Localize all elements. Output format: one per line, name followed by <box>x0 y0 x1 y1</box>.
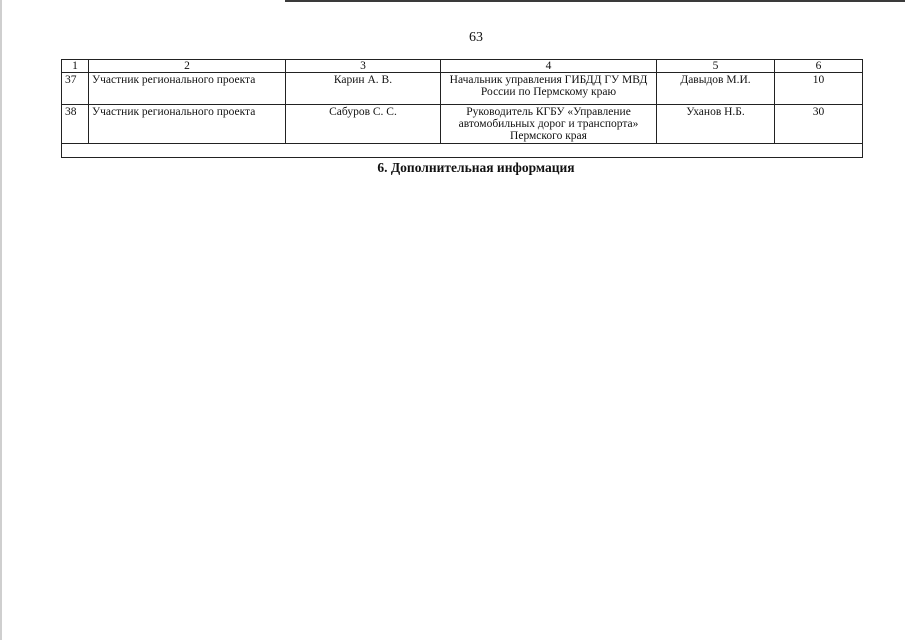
table-header-row <box>62 60 863 73</box>
top-border-line <box>285 0 905 2</box>
left-scan-edge <box>0 0 2 640</box>
table-row <box>62 105 863 144</box>
position-cell: Начальник управления ГИБДД ГУ МВД России по Пермскому краю <box>441 73 657 105</box>
name-cell: Карин А. В. <box>286 73 441 105</box>
empty-merged-cell <box>62 144 863 158</box>
header-cell-col-2: 2 <box>89 60 286 73</box>
role-cell: Участник регионального проекта <box>89 105 286 144</box>
name-cell: Сабуров С. С. <box>286 105 441 144</box>
header-cell-col-1: 1 <box>62 60 89 73</box>
position-cell: Руководитель КГБУ «Управление автомобильных дорог и транспорта» Пермского края <box>441 105 657 144</box>
header-cell-col-3: 3 <box>286 60 441 73</box>
header-cell-col-4: 4 <box>441 60 657 73</box>
header-cell-col-6: 6 <box>775 60 863 73</box>
value-cell: 30 <box>775 105 863 144</box>
table-row <box>62 73 863 105</box>
page-number: 63 <box>469 30 483 45</box>
value-cell: 10 <box>775 73 863 105</box>
role-cell: Участник регионального проекта <box>89 73 286 105</box>
header-cell-col-5: 5 <box>657 60 775 73</box>
supervisor-cell: Давыдов М.И. <box>657 73 775 105</box>
row-number-cell: 38 <box>62 105 89 144</box>
section-heading: 6. Дополнительная информация <box>377 160 575 175</box>
table-empty-row <box>62 144 863 158</box>
row-number-cell: 37 <box>62 73 89 105</box>
participants-table <box>61 59 863 158</box>
supervisor-cell: Уханов Н.Б. <box>657 105 775 144</box>
